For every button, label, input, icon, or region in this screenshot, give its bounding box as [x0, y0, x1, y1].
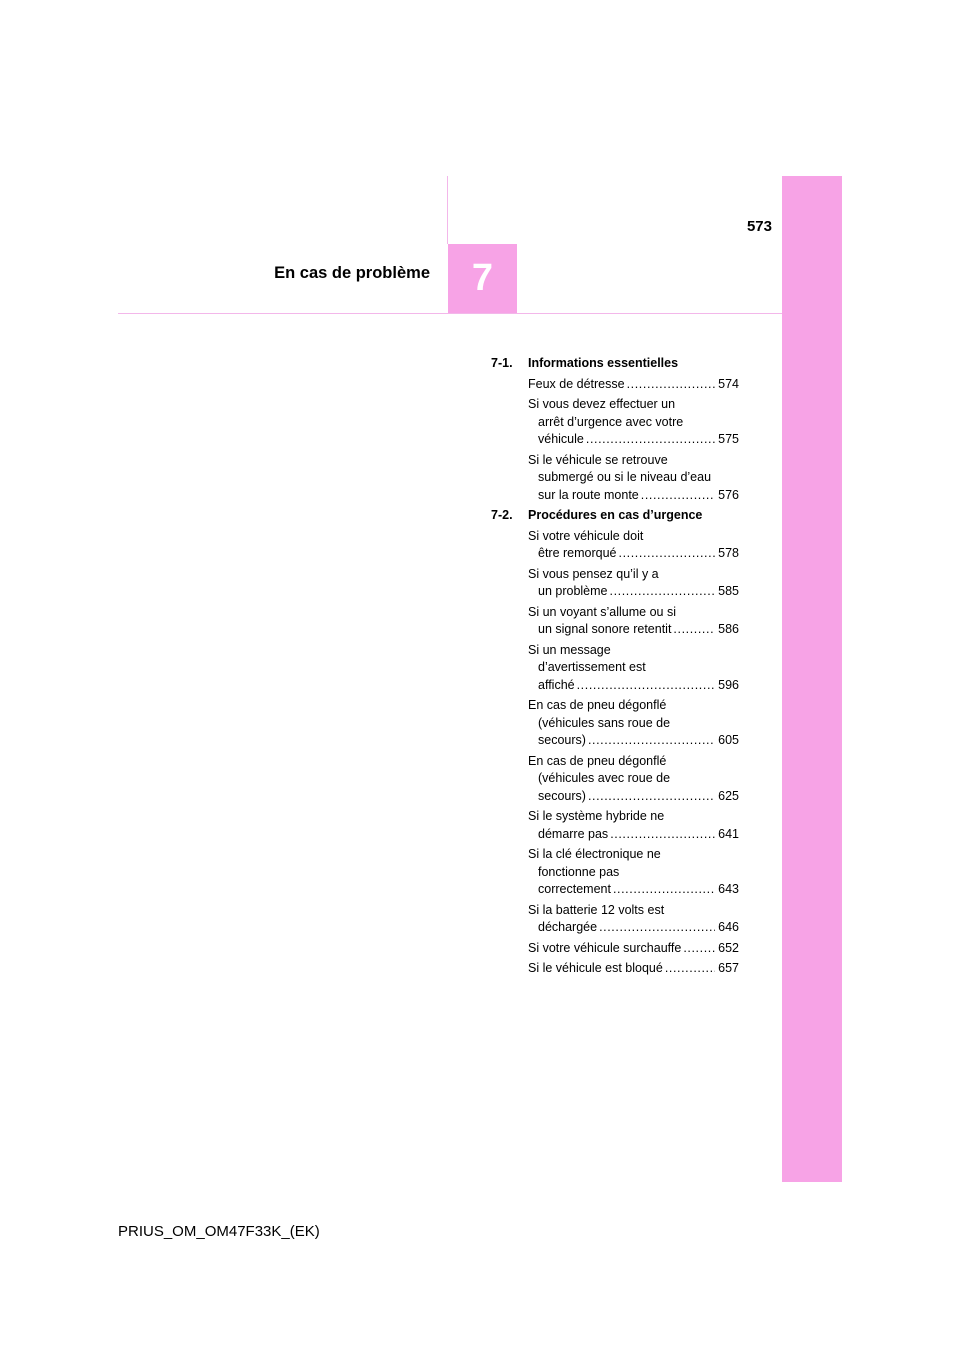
toc-entry-page: 605	[718, 733, 739, 747]
toc-entry-page: 586	[718, 622, 739, 636]
toc-entry-page: 578	[718, 546, 739, 560]
toc-section	[491, 507, 739, 978]
chapter-number-box	[448, 244, 517, 313]
header-horizontal-rule	[118, 313, 782, 314]
toc-entry-line	[528, 715, 739, 733]
toc-entry-text: Si le véhicule est bloqué	[528, 961, 663, 975]
toc-entry-text: secours)	[538, 733, 586, 747]
toc-entry-text: affiché	[538, 677, 575, 692]
toc-entry-text: Si la clé électronique ne	[528, 847, 661, 861]
toc-entry-line	[528, 528, 739, 546]
toc-entry-line	[528, 826, 739, 844]
toc-entry[interactable]	[528, 566, 739, 601]
header-vertical-rule	[447, 176, 448, 244]
toc-entry-line	[528, 902, 739, 920]
toc-entry-text: un signal sonore retentit	[538, 622, 672, 636]
toc-entry[interactable]	[528, 808, 739, 843]
toc-entry-line	[528, 940, 739, 958]
toc-entry-line	[528, 469, 739, 487]
toc-entry-line	[528, 659, 739, 677]
toc-entry-line	[528, 642, 739, 660]
toc-entry-text: Si vous pensez qu’il y a	[528, 566, 659, 581]
toc-entry-text: Si le véhicule se retrouve	[528, 452, 668, 467]
toc-entry-line	[528, 621, 739, 639]
toc-entry[interactable]	[528, 902, 739, 937]
toc-entry-page: 574	[718, 376, 739, 391]
toc-entry-line	[528, 846, 739, 864]
toc-entry-text: Si un message	[528, 642, 611, 657]
toc-leader-dots	[665, 960, 715, 978]
toc-entry[interactable]	[528, 452, 739, 505]
toc-entry-line	[528, 545, 739, 563]
toc-leader-dots	[577, 677, 716, 695]
toc-entry-page: 652	[718, 940, 739, 955]
toc-leader-dots	[619, 545, 716, 563]
toc-entry-line	[528, 452, 739, 470]
toc-entry-page: 657	[718, 961, 739, 975]
toc-leader-dots	[683, 940, 715, 958]
toc-section-heading[interactable]	[491, 507, 739, 525]
toc-section-number: 7-1.	[491, 356, 513, 370]
toc-entry[interactable]	[528, 846, 739, 899]
toc-entry-line	[528, 396, 739, 414]
toc-entry-line	[528, 864, 739, 882]
toc-section-heading[interactable]	[491, 355, 739, 373]
toc-entry-text: démarre pas	[538, 826, 609, 841]
toc-leader-dots	[613, 881, 715, 899]
toc-entry-line	[528, 770, 739, 788]
toc-entry[interactable]	[528, 940, 739, 958]
toc-leader-dots	[610, 826, 715, 844]
toc-entry[interactable]	[528, 642, 739, 695]
toc-entry-text: être remorqué	[538, 546, 617, 560]
toc-entry-text: Feux de détresse	[528, 376, 625, 391]
toc-leader-dots	[627, 376, 716, 394]
toc-entry-text: d’avertissement est	[538, 660, 646, 674]
toc-entry-text: véhicule	[538, 432, 584, 446]
toc-entry-page: 625	[718, 788, 739, 803]
toc-leader-dots	[673, 621, 715, 639]
toc-leader-dots	[588, 732, 715, 750]
toc-entry-page: 575	[718, 432, 739, 446]
document-code: PRIUS_OM_OM47F33K_(EK)	[118, 1223, 320, 1240]
toc-leader-dots	[641, 487, 715, 505]
toc-entry-page: 643	[718, 882, 739, 896]
toc-entry-text: secours)	[538, 788, 586, 803]
toc-entry-text: déchargée	[538, 920, 598, 934]
toc-entry-text: Si vous devez effectuer un	[528, 397, 676, 411]
toc-entry-line	[528, 753, 739, 771]
toc-entry-text: En cas de pneu dégonflé	[528, 698, 667, 712]
toc-entry-line	[528, 919, 739, 937]
toc-leader-dots	[599, 919, 715, 937]
toc-section-number: 7-2.	[491, 508, 513, 522]
toc-entry-page: 596	[718, 677, 739, 692]
toc-entry-line	[528, 697, 739, 715]
toc-entry-page: 646	[718, 920, 739, 934]
toc-entry-text: (véhicules avec roue de	[538, 771, 671, 785]
toc-entry[interactable]	[528, 753, 739, 806]
toc-entry-line	[528, 960, 739, 978]
toc-entry-line	[528, 808, 739, 826]
toc-entry-page: 576	[718, 487, 739, 502]
toc-entry-line	[528, 431, 739, 449]
toc-entry-line	[528, 677, 739, 695]
toc-entry-text: submergé ou si le niveau d’eau	[538, 470, 712, 484]
toc-entry-text: arrêt d’urgence avec votre	[538, 414, 684, 429]
toc-entry[interactable]	[528, 604, 739, 639]
page-number: 573	[746, 218, 772, 235]
toc-section	[491, 355, 739, 504]
chapter-title: En cas de problème	[274, 264, 430, 282]
toc-entry-line	[528, 604, 739, 622]
toc-entry-text: (véhicules sans roue de	[538, 715, 671, 730]
toc-section-title: Procédures en cas d’urgence	[528, 508, 703, 522]
toc-entry[interactable]	[528, 960, 739, 978]
toc-entry-line	[528, 414, 739, 432]
toc-leader-dots	[586, 431, 715, 449]
toc-leader-dots	[610, 583, 716, 601]
toc-entry[interactable]	[528, 697, 739, 750]
toc-entry-line	[528, 788, 739, 806]
toc-entry-page: 585	[718, 584, 739, 598]
toc-entry-text: un problème	[538, 584, 608, 598]
toc-entry-line	[528, 487, 739, 505]
toc-entry-text: En cas de pneu dégonflé	[528, 753, 667, 768]
toc-entry-line	[528, 376, 739, 394]
toc-entry-line	[528, 732, 739, 750]
toc-entry-text: sur la route monte	[538, 487, 639, 502]
table-of-contents	[491, 355, 739, 981]
toc-entry-text: Si un voyant s’allume ou si	[528, 604, 676, 619]
toc-entry-line	[528, 566, 739, 584]
toc-leader-dots	[588, 788, 715, 806]
chapter-side-tab	[782, 176, 842, 1182]
toc-entry-text: Si votre véhicule doit	[528, 528, 644, 543]
toc-entry-line	[528, 881, 739, 899]
toc-entry-text: Si la batterie 12 volts est	[528, 902, 665, 917]
toc-entry-text: Si votre véhicule surchauffe	[528, 940, 682, 955]
chapter-number: 7	[471, 257, 494, 299]
toc-entry[interactable]	[528, 528, 739, 563]
toc-entry[interactable]	[528, 396, 739, 449]
toc-section-title: Informations essentielles	[528, 356, 679, 370]
toc-entry-text: Si le système hybride ne	[528, 809, 665, 823]
toc-entry-text: correctement	[538, 882, 611, 896]
toc-entry-page: 641	[718, 826, 739, 841]
toc-entry[interactable]	[528, 376, 739, 394]
toc-entry-line	[528, 583, 739, 601]
toc-entry-text: fonctionne pas	[538, 864, 620, 879]
